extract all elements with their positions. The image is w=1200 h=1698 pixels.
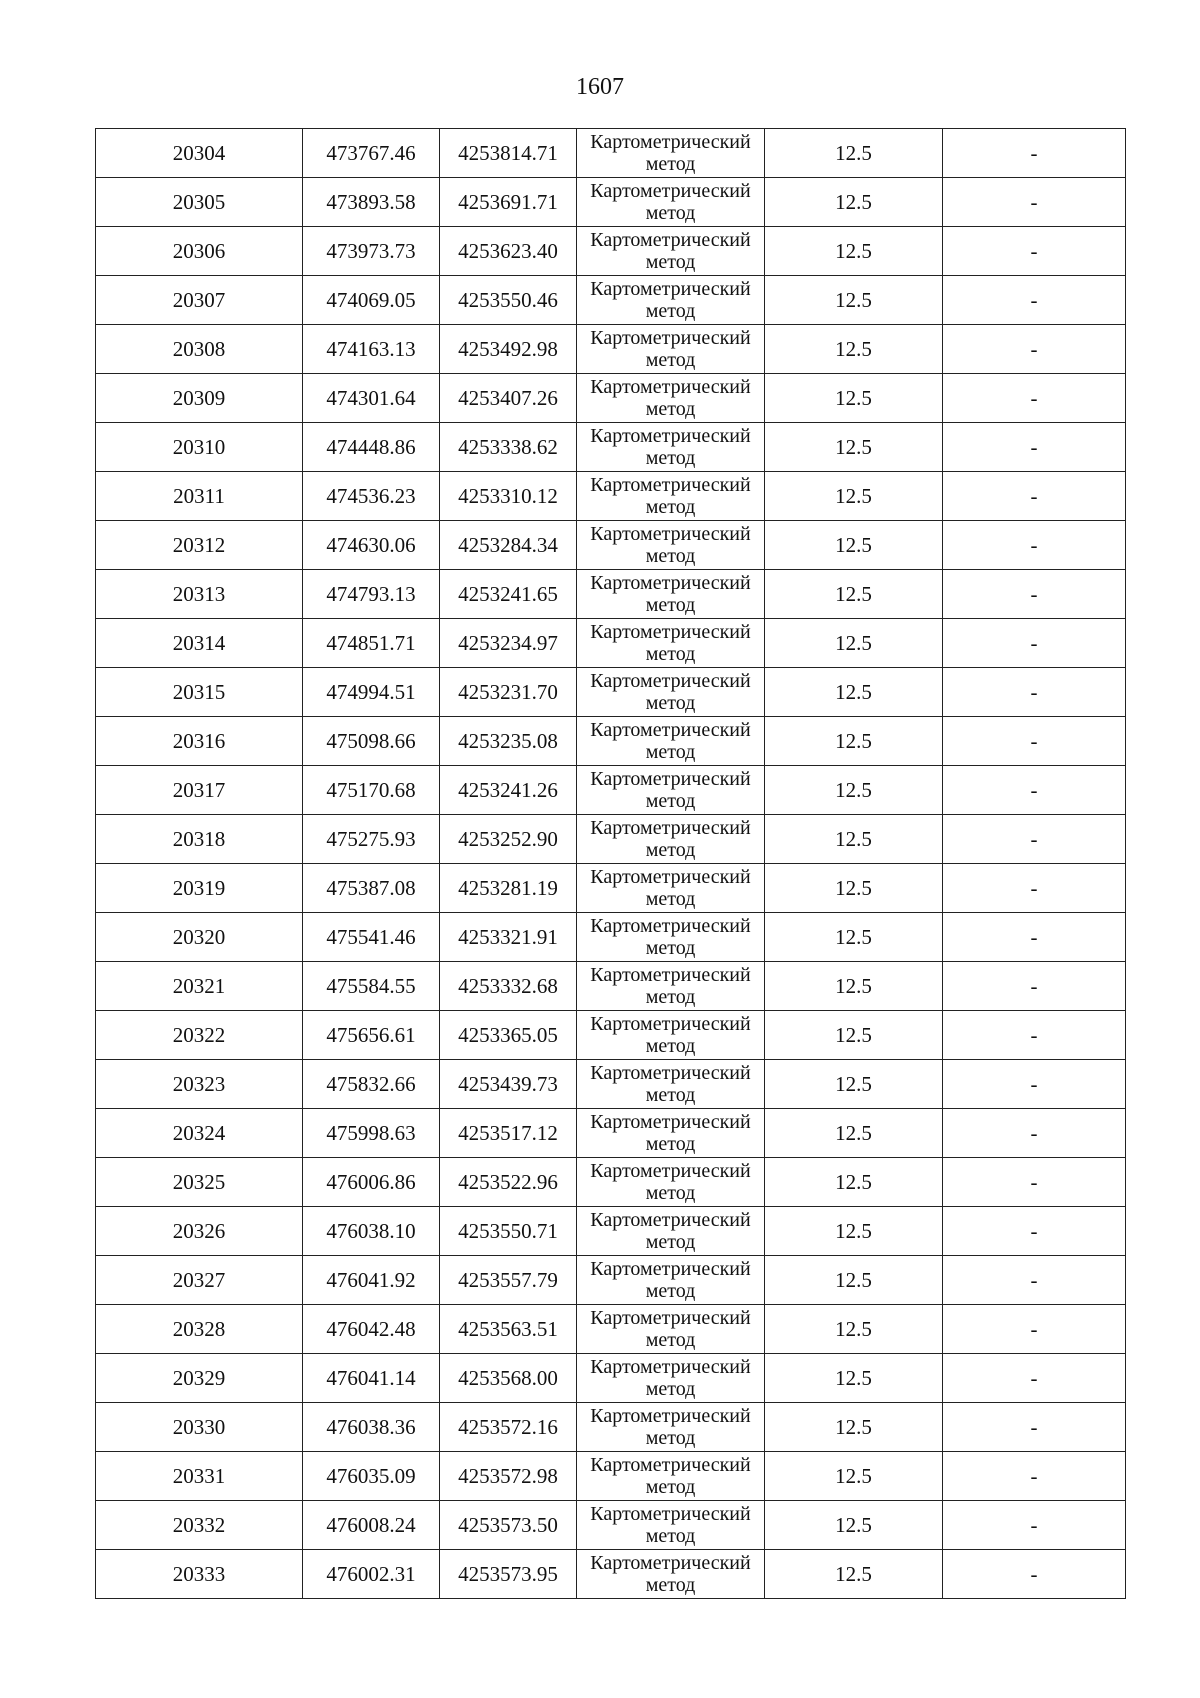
y-coordinate-cell: 4253241.65 bbox=[440, 570, 577, 619]
accuracy-cell: 12.5 bbox=[765, 1305, 943, 1354]
accuracy-cell: 12.5 bbox=[765, 1403, 943, 1452]
point-id-cell: 20322 bbox=[96, 1011, 303, 1060]
method-line-1: Картометрический bbox=[590, 1552, 751, 1574]
y-coordinate-cell: 4253310.12 bbox=[440, 472, 577, 521]
x-coordinate-cell: 476041.14 bbox=[303, 1354, 440, 1403]
method-line-2: метод bbox=[645, 251, 696, 273]
method-cell bbox=[577, 521, 765, 570]
method-line-1: Картометрический bbox=[590, 1062, 751, 1084]
method-line-1: Картометрический bbox=[590, 1209, 751, 1231]
table-row bbox=[96, 1060, 1126, 1109]
point-id-cell: 20305 bbox=[96, 178, 303, 227]
accuracy-cell: 12.5 bbox=[765, 1452, 943, 1501]
accuracy-cell: 12.5 bbox=[765, 178, 943, 227]
point-id-cell: 20313 bbox=[96, 570, 303, 619]
point-id-cell: 20326 bbox=[96, 1207, 303, 1256]
x-coordinate-cell: 475656.61 bbox=[303, 1011, 440, 1060]
method-line-2: метод bbox=[645, 496, 696, 518]
y-coordinate-cell: 4253284.34 bbox=[440, 521, 577, 570]
table-row bbox=[96, 1207, 1126, 1256]
y-coordinate-cell: 4253572.16 bbox=[440, 1403, 577, 1452]
point-id-cell: 20320 bbox=[96, 913, 303, 962]
method-cell bbox=[577, 619, 765, 668]
accuracy-cell: 12.5 bbox=[765, 570, 943, 619]
table-row bbox=[96, 472, 1126, 521]
coordinates-table-body bbox=[96, 129, 1126, 1599]
method-cell bbox=[577, 913, 765, 962]
point-id-cell: 20319 bbox=[96, 864, 303, 913]
table-row bbox=[96, 1403, 1126, 1452]
method-cell bbox=[577, 1354, 765, 1403]
point-id-cell: 20329 bbox=[96, 1354, 303, 1403]
method-line-1: Картометрический bbox=[590, 670, 751, 692]
method-line-1: Картометрический bbox=[590, 180, 751, 202]
method-line-2: метод bbox=[645, 986, 696, 1008]
method-line-2: метод bbox=[645, 1574, 696, 1596]
x-coordinate-cell: 475170.68 bbox=[303, 766, 440, 815]
y-coordinate-cell: 4253517.12 bbox=[440, 1109, 577, 1158]
note-cell: - bbox=[943, 1403, 1126, 1452]
method-cell bbox=[577, 1011, 765, 1060]
point-id-cell: 20311 bbox=[96, 472, 303, 521]
method-line-2: метод bbox=[645, 790, 696, 812]
method-line-2: метод bbox=[645, 1427, 696, 1449]
method-cell bbox=[577, 962, 765, 1011]
method-cell bbox=[577, 1109, 765, 1158]
method-line-2: метод bbox=[645, 1378, 696, 1400]
table-row bbox=[96, 1158, 1126, 1207]
table-row bbox=[96, 864, 1126, 913]
point-id-cell: 20317 bbox=[96, 766, 303, 815]
x-coordinate-cell: 473893.58 bbox=[303, 178, 440, 227]
x-coordinate-cell: 476006.86 bbox=[303, 1158, 440, 1207]
method-cell bbox=[577, 423, 765, 472]
method-line-2: метод bbox=[645, 741, 696, 763]
accuracy-cell: 12.5 bbox=[765, 717, 943, 766]
table-row bbox=[96, 129, 1126, 178]
method-line-1: Картометрический bbox=[590, 1356, 751, 1378]
table-row bbox=[96, 1501, 1126, 1550]
method-line-2: метод bbox=[645, 1476, 696, 1498]
table-row bbox=[96, 668, 1126, 717]
method-cell bbox=[577, 325, 765, 374]
table-row bbox=[96, 423, 1126, 472]
y-coordinate-cell: 4253691.71 bbox=[440, 178, 577, 227]
note-cell: - bbox=[943, 1256, 1126, 1305]
x-coordinate-cell: 476035.09 bbox=[303, 1452, 440, 1501]
method-cell bbox=[577, 1256, 765, 1305]
note-cell: - bbox=[943, 1207, 1126, 1256]
y-coordinate-cell: 4253338.62 bbox=[440, 423, 577, 472]
method-line-2: метод bbox=[645, 1182, 696, 1204]
table-row bbox=[96, 962, 1126, 1011]
accuracy-cell: 12.5 bbox=[765, 1501, 943, 1550]
note-cell: - bbox=[943, 766, 1126, 815]
table-row bbox=[96, 1109, 1126, 1158]
x-coordinate-cell: 474851.71 bbox=[303, 619, 440, 668]
method-cell bbox=[577, 864, 765, 913]
table-row bbox=[96, 717, 1126, 766]
y-coordinate-cell: 4253572.98 bbox=[440, 1452, 577, 1501]
table-row bbox=[96, 1256, 1126, 1305]
note-cell: - bbox=[943, 423, 1126, 472]
method-line-1: Картометрический bbox=[590, 915, 751, 937]
page-number: 1607 bbox=[576, 74, 624, 100]
note-cell: - bbox=[943, 521, 1126, 570]
x-coordinate-cell: 476038.36 bbox=[303, 1403, 440, 1452]
accuracy-cell: 12.5 bbox=[765, 913, 943, 962]
method-cell bbox=[577, 1452, 765, 1501]
y-coordinate-cell: 4253522.96 bbox=[440, 1158, 577, 1207]
table-row bbox=[96, 521, 1126, 570]
y-coordinate-cell: 4253550.46 bbox=[440, 276, 577, 325]
x-coordinate-cell: 475998.63 bbox=[303, 1109, 440, 1158]
note-cell: - bbox=[943, 1109, 1126, 1158]
method-line-2: метод bbox=[645, 447, 696, 469]
x-coordinate-cell: 476008.24 bbox=[303, 1501, 440, 1550]
y-coordinate-cell: 4253332.68 bbox=[440, 962, 577, 1011]
method-cell bbox=[577, 276, 765, 325]
y-coordinate-cell: 4253568.00 bbox=[440, 1354, 577, 1403]
x-coordinate-cell: 475541.46 bbox=[303, 913, 440, 962]
x-coordinate-cell: 475387.08 bbox=[303, 864, 440, 913]
x-coordinate-cell: 475832.66 bbox=[303, 1060, 440, 1109]
x-coordinate-cell: 474069.05 bbox=[303, 276, 440, 325]
accuracy-cell: 12.5 bbox=[765, 815, 943, 864]
accuracy-cell: 12.5 bbox=[765, 668, 943, 717]
y-coordinate-cell: 4253231.70 bbox=[440, 668, 577, 717]
note-cell: - bbox=[943, 570, 1126, 619]
method-cell bbox=[577, 129, 765, 178]
method-line-2: метод bbox=[645, 202, 696, 224]
method-line-1: Картометрический bbox=[590, 1307, 751, 1329]
table-row bbox=[96, 374, 1126, 423]
note-cell: - bbox=[943, 864, 1126, 913]
method-line-2: метод bbox=[645, 153, 696, 175]
method-line-2: метод bbox=[645, 1133, 696, 1155]
method-line-2: метод bbox=[645, 349, 696, 371]
x-coordinate-cell: 474793.13 bbox=[303, 570, 440, 619]
method-cell bbox=[577, 227, 765, 276]
method-line-2: метод bbox=[645, 1280, 696, 1302]
method-cell bbox=[577, 766, 765, 815]
x-coordinate-cell: 474301.64 bbox=[303, 374, 440, 423]
method-line-1: Картометрический bbox=[590, 425, 751, 447]
method-line-1: Картометрический bbox=[590, 817, 751, 839]
accuracy-cell: 12.5 bbox=[765, 276, 943, 325]
y-coordinate-cell: 4253407.26 bbox=[440, 374, 577, 423]
point-id-cell: 20318 bbox=[96, 815, 303, 864]
point-id-cell: 20316 bbox=[96, 717, 303, 766]
accuracy-cell: 12.5 bbox=[765, 472, 943, 521]
method-cell bbox=[577, 1158, 765, 1207]
point-id-cell: 20333 bbox=[96, 1550, 303, 1599]
method-line-2: метод bbox=[645, 937, 696, 959]
point-id-cell: 20324 bbox=[96, 1109, 303, 1158]
x-coordinate-cell: 473973.73 bbox=[303, 227, 440, 276]
method-line-1: Картометрический bbox=[590, 131, 751, 153]
accuracy-cell: 12.5 bbox=[765, 521, 943, 570]
x-coordinate-cell: 475098.66 bbox=[303, 717, 440, 766]
y-coordinate-cell: 4253563.51 bbox=[440, 1305, 577, 1354]
method-line-1: Картометрический bbox=[590, 1013, 751, 1035]
method-line-1: Картометрический bbox=[590, 768, 751, 790]
method-line-2: метод bbox=[645, 1084, 696, 1106]
x-coordinate-cell: 474994.51 bbox=[303, 668, 440, 717]
note-cell: - bbox=[943, 227, 1126, 276]
accuracy-cell: 12.5 bbox=[765, 1550, 943, 1599]
table-row bbox=[96, 1354, 1126, 1403]
table-row bbox=[96, 1550, 1126, 1599]
method-line-1: Картометрический bbox=[590, 1111, 751, 1133]
method-cell bbox=[577, 472, 765, 521]
x-coordinate-cell: 475584.55 bbox=[303, 962, 440, 1011]
point-id-cell: 20307 bbox=[96, 276, 303, 325]
point-id-cell: 20328 bbox=[96, 1305, 303, 1354]
note-cell: - bbox=[943, 1501, 1126, 1550]
method-cell bbox=[577, 815, 765, 864]
accuracy-cell: 12.5 bbox=[765, 325, 943, 374]
method-line-1: Картометрический bbox=[590, 278, 751, 300]
x-coordinate-cell: 474163.13 bbox=[303, 325, 440, 374]
note-cell: - bbox=[943, 1305, 1126, 1354]
table-row bbox=[96, 1011, 1126, 1060]
accuracy-cell: 12.5 bbox=[765, 1060, 943, 1109]
x-coordinate-cell: 476002.31 bbox=[303, 1550, 440, 1599]
accuracy-cell: 12.5 bbox=[765, 1256, 943, 1305]
point-id-cell: 20323 bbox=[96, 1060, 303, 1109]
method-line-2: метод bbox=[645, 398, 696, 420]
note-cell: - bbox=[943, 1452, 1126, 1501]
method-line-2: метод bbox=[645, 300, 696, 322]
point-id-cell: 20308 bbox=[96, 325, 303, 374]
note-cell: - bbox=[943, 1354, 1126, 1403]
note-cell: - bbox=[943, 962, 1126, 1011]
x-coordinate-cell: 476038.10 bbox=[303, 1207, 440, 1256]
accuracy-cell: 12.5 bbox=[765, 619, 943, 668]
method-line-2: метод bbox=[645, 545, 696, 567]
y-coordinate-cell: 4253241.26 bbox=[440, 766, 577, 815]
accuracy-cell: 12.5 bbox=[765, 129, 943, 178]
method-cell bbox=[577, 1207, 765, 1256]
method-cell bbox=[577, 374, 765, 423]
note-cell: - bbox=[943, 276, 1126, 325]
method-line-1: Картометрический bbox=[590, 327, 751, 349]
accuracy-cell: 12.5 bbox=[765, 423, 943, 472]
method-line-1: Картометрический bbox=[590, 1405, 751, 1427]
y-coordinate-cell: 4253573.50 bbox=[440, 1501, 577, 1550]
method-cell bbox=[577, 717, 765, 766]
method-line-2: метод bbox=[645, 839, 696, 861]
method-line-1: Картометрический bbox=[590, 1258, 751, 1280]
method-line-1: Картометрический bbox=[590, 1160, 751, 1182]
method-line-1: Картометрический bbox=[590, 866, 751, 888]
method-line-1: Картометрический bbox=[590, 229, 751, 251]
method-line-1: Картометрический bbox=[590, 964, 751, 986]
point-id-cell: 20315 bbox=[96, 668, 303, 717]
method-cell bbox=[577, 668, 765, 717]
y-coordinate-cell: 4253439.73 bbox=[440, 1060, 577, 1109]
table-row bbox=[96, 227, 1126, 276]
table-row bbox=[96, 1452, 1126, 1501]
y-coordinate-cell: 4253281.19 bbox=[440, 864, 577, 913]
y-coordinate-cell: 4253557.79 bbox=[440, 1256, 577, 1305]
accuracy-cell: 12.5 bbox=[765, 227, 943, 276]
y-coordinate-cell: 4253321.91 bbox=[440, 913, 577, 962]
method-line-1: Картометрический bbox=[590, 1454, 751, 1476]
x-coordinate-cell: 474448.86 bbox=[303, 423, 440, 472]
note-cell: - bbox=[943, 619, 1126, 668]
method-line-2: метод bbox=[645, 1525, 696, 1547]
point-id-cell: 20306 bbox=[96, 227, 303, 276]
accuracy-cell: 12.5 bbox=[765, 374, 943, 423]
table-row bbox=[96, 325, 1126, 374]
method-line-1: Картометрический bbox=[590, 621, 751, 643]
y-coordinate-cell: 4253252.90 bbox=[440, 815, 577, 864]
point-id-cell: 20325 bbox=[96, 1158, 303, 1207]
note-cell: - bbox=[943, 1011, 1126, 1060]
accuracy-cell: 12.5 bbox=[765, 766, 943, 815]
x-coordinate-cell: 473767.46 bbox=[303, 129, 440, 178]
accuracy-cell: 12.5 bbox=[765, 1207, 943, 1256]
y-coordinate-cell: 4253365.05 bbox=[440, 1011, 577, 1060]
y-coordinate-cell: 4253492.98 bbox=[440, 325, 577, 374]
table-row bbox=[96, 570, 1126, 619]
note-cell: - bbox=[943, 1158, 1126, 1207]
x-coordinate-cell: 476041.92 bbox=[303, 1256, 440, 1305]
point-id-cell: 20331 bbox=[96, 1452, 303, 1501]
table-row bbox=[96, 913, 1126, 962]
note-cell: - bbox=[943, 325, 1126, 374]
method-cell bbox=[577, 1403, 765, 1452]
table-row bbox=[96, 619, 1126, 668]
accuracy-cell: 12.5 bbox=[765, 1158, 943, 1207]
x-coordinate-cell: 476042.48 bbox=[303, 1305, 440, 1354]
y-coordinate-cell: 4253623.40 bbox=[440, 227, 577, 276]
note-cell: - bbox=[943, 1060, 1126, 1109]
method-cell bbox=[577, 570, 765, 619]
note-cell: - bbox=[943, 374, 1126, 423]
method-line-1: Картометрический bbox=[590, 572, 751, 594]
method-line-2: метод bbox=[645, 692, 696, 714]
y-coordinate-cell: 4253550.71 bbox=[440, 1207, 577, 1256]
method-cell bbox=[577, 1501, 765, 1550]
method-cell bbox=[577, 178, 765, 227]
point-id-cell: 20314 bbox=[96, 619, 303, 668]
point-id-cell: 20312 bbox=[96, 521, 303, 570]
table-row bbox=[96, 178, 1126, 227]
accuracy-cell: 12.5 bbox=[765, 962, 943, 1011]
point-id-cell: 20330 bbox=[96, 1403, 303, 1452]
note-cell: - bbox=[943, 913, 1126, 962]
note-cell: - bbox=[943, 717, 1126, 766]
method-line-2: метод bbox=[645, 1035, 696, 1057]
method-line-1: Картометрический bbox=[590, 719, 751, 741]
accuracy-cell: 12.5 bbox=[765, 1354, 943, 1403]
table-row bbox=[96, 276, 1126, 325]
coordinates-table bbox=[95, 128, 1126, 1599]
x-coordinate-cell: 474536.23 bbox=[303, 472, 440, 521]
point-id-cell: 20327 bbox=[96, 1256, 303, 1305]
y-coordinate-cell: 4253814.71 bbox=[440, 129, 577, 178]
y-coordinate-cell: 4253234.97 bbox=[440, 619, 577, 668]
table-row bbox=[96, 815, 1126, 864]
y-coordinate-cell: 4253235.08 bbox=[440, 717, 577, 766]
method-line-1: Картометрический bbox=[590, 1503, 751, 1525]
method-line-1: Картометрический bbox=[590, 523, 751, 545]
y-coordinate-cell: 4253573.95 bbox=[440, 1550, 577, 1599]
method-cell bbox=[577, 1060, 765, 1109]
method-cell bbox=[577, 1550, 765, 1599]
point-id-cell: 20321 bbox=[96, 962, 303, 1011]
x-coordinate-cell: 475275.93 bbox=[303, 815, 440, 864]
method-line-1: Картометрический bbox=[590, 376, 751, 398]
method-cell bbox=[577, 1305, 765, 1354]
accuracy-cell: 12.5 bbox=[765, 1011, 943, 1060]
method-line-1: Картометрический bbox=[590, 474, 751, 496]
note-cell: - bbox=[943, 1550, 1126, 1599]
method-line-2: метод bbox=[645, 643, 696, 665]
point-id-cell: 20310 bbox=[96, 423, 303, 472]
point-id-cell: 20309 bbox=[96, 374, 303, 423]
point-id-cell: 20332 bbox=[96, 1501, 303, 1550]
accuracy-cell: 12.5 bbox=[765, 1109, 943, 1158]
table-row bbox=[96, 1305, 1126, 1354]
method-line-2: метод bbox=[645, 594, 696, 616]
method-line-2: метод bbox=[645, 1231, 696, 1253]
table-row bbox=[96, 766, 1126, 815]
note-cell: - bbox=[943, 472, 1126, 521]
method-line-2: метод bbox=[645, 1329, 696, 1351]
accuracy-cell: 12.5 bbox=[765, 864, 943, 913]
point-id-cell: 20304 bbox=[96, 129, 303, 178]
note-cell: - bbox=[943, 178, 1126, 227]
x-coordinate-cell: 474630.06 bbox=[303, 521, 440, 570]
note-cell: - bbox=[943, 815, 1126, 864]
method-line-2: метод bbox=[645, 888, 696, 910]
note-cell: - bbox=[943, 129, 1126, 178]
note-cell: - bbox=[943, 668, 1126, 717]
